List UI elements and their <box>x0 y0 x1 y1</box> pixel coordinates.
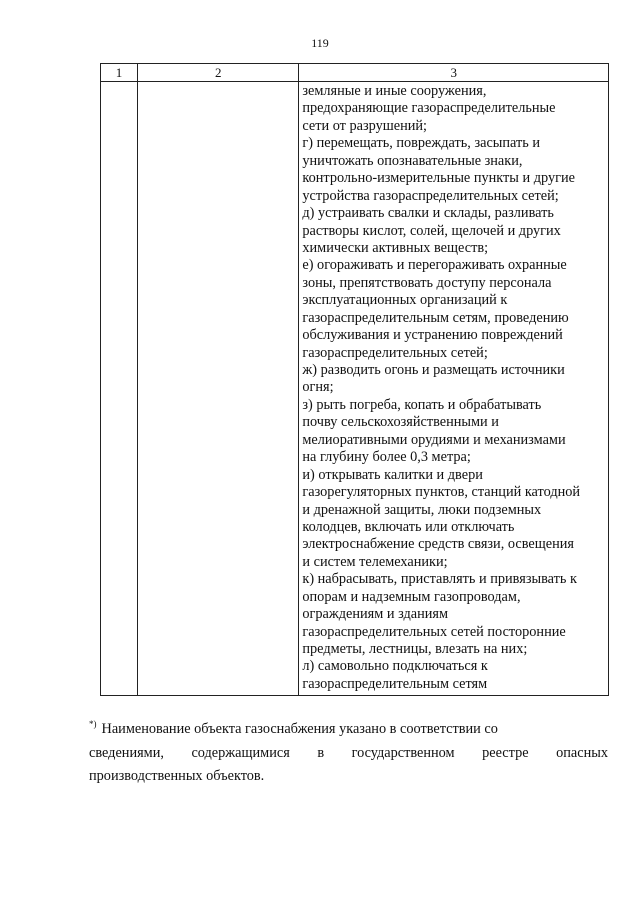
cell-text-line: устройства газораспределительных сетей; <box>302 187 559 204</box>
footnote-line-1 <box>89 718 608 742</box>
cell-text-line: газораспределительных сетей посторонние <box>302 623 566 640</box>
column-header-2: 2 <box>138 64 299 82</box>
cell-text-line: уничтожать опознавательные знаки, <box>302 152 523 169</box>
footnote-word: реестре <box>482 744 529 761</box>
cell-text-line: д) устраивать свалки и склады, разливать <box>302 205 554 222</box>
table-header-row <box>101 64 609 82</box>
cell-text-line: колодцев, включать или отключать <box>302 518 515 535</box>
cell-text-line: на глубину более 0,3 метра; <box>302 449 471 466</box>
cell-text-line: мелиоративными орудиями и механизмами <box>302 431 566 448</box>
table-cell-col3 <box>299 82 609 696</box>
cell-text-line: почву сельскохозяйственными и <box>302 414 499 431</box>
cell-text-line: опорам и надземным газопроводам, <box>302 588 521 605</box>
column-header-3: 3 <box>299 64 609 82</box>
cell-text-line: огня; <box>302 379 334 396</box>
footnote-word: в <box>317 744 325 761</box>
cell-text-line: контрольно-измерительные пункты и другие <box>302 170 575 187</box>
cell-text-line: л) самовольно подключаться к <box>302 658 488 675</box>
footnote <box>89 718 608 789</box>
footnote-word: содержащимися <box>191 744 290 761</box>
cell-text-line: газораспределительных сетей; <box>302 344 488 361</box>
footnote-text-line-3: производственных объектов. <box>89 768 265 784</box>
cell-text-line: сети от разрушений; <box>302 117 428 134</box>
footnote-text-line-1: Наименование объекта газоснабжения указано в соответствии со <box>101 721 498 737</box>
cell-text-line: газораспределительным сетям, проведению <box>302 309 569 326</box>
footnote-marker-wrap <box>89 718 97 742</box>
cell-text-line: эксплуатационных организаций к <box>302 292 508 309</box>
footnote-line-3 <box>89 765 608 789</box>
footnote-word: опасных <box>556 744 608 761</box>
cell-text-line: газорегуляторных пунктов, станций катодной <box>302 484 581 501</box>
column-header-1: 1 <box>101 64 138 82</box>
cell-text-line: ограждениям и зданиям <box>302 606 449 623</box>
cell-text-line: е) огораживать и перегораживать охранные <box>302 257 567 274</box>
cell-text-line: предметы, лестницы, влезать на них; <box>302 641 528 657</box>
table-row <box>101 82 609 696</box>
cell-text-line: предохраняющие газораспределительные <box>302 100 556 117</box>
restrictions-text <box>299 82 608 693</box>
cell-text-line: и дренажной защиты, люки подземных <box>302 501 542 518</box>
table-cell-col2 <box>138 82 299 696</box>
footnote-word: сведениями, <box>89 744 164 761</box>
cell-text-line: к) набрасывать, приставлять и привязывать к <box>302 571 577 588</box>
cell-text-line: растворы кислот, солей, щелочей и других <box>302 222 561 239</box>
table-cell-col1 <box>101 82 138 696</box>
cell-text-line: ж) разводить огонь и размещать источники <box>302 362 565 378</box>
cell-text-line: з) рыть погреба, копать и обрабатывать <box>302 396 542 413</box>
cell-text-line: зоны, препятствовать доступу персонала <box>302 274 552 291</box>
cell-text-line: электроснабжение средств связи, освещения <box>302 536 574 553</box>
footnote-line-2 <box>89 742 608 766</box>
cell-text-line: г) перемещать, повреждать, засыпать и <box>302 135 541 152</box>
cell-text-line: газораспределительным сетям <box>302 675 488 692</box>
footnote-marker: *) <box>89 719 97 730</box>
cell-text-line: и) открывать калитки и двери <box>302 466 483 483</box>
page-number: 119 <box>311 36 329 50</box>
cell-text-line: обслуживания и устранению повреждений <box>302 327 563 344</box>
cell-text-line: земляные и иные сооружения, <box>302 83 487 99</box>
footnote-word: государственном <box>351 744 455 761</box>
cell-text-line: химически активных веществ; <box>302 239 489 256</box>
cell-text-line: и систем телемеханики; <box>302 553 448 570</box>
requirements-table <box>100 63 609 696</box>
